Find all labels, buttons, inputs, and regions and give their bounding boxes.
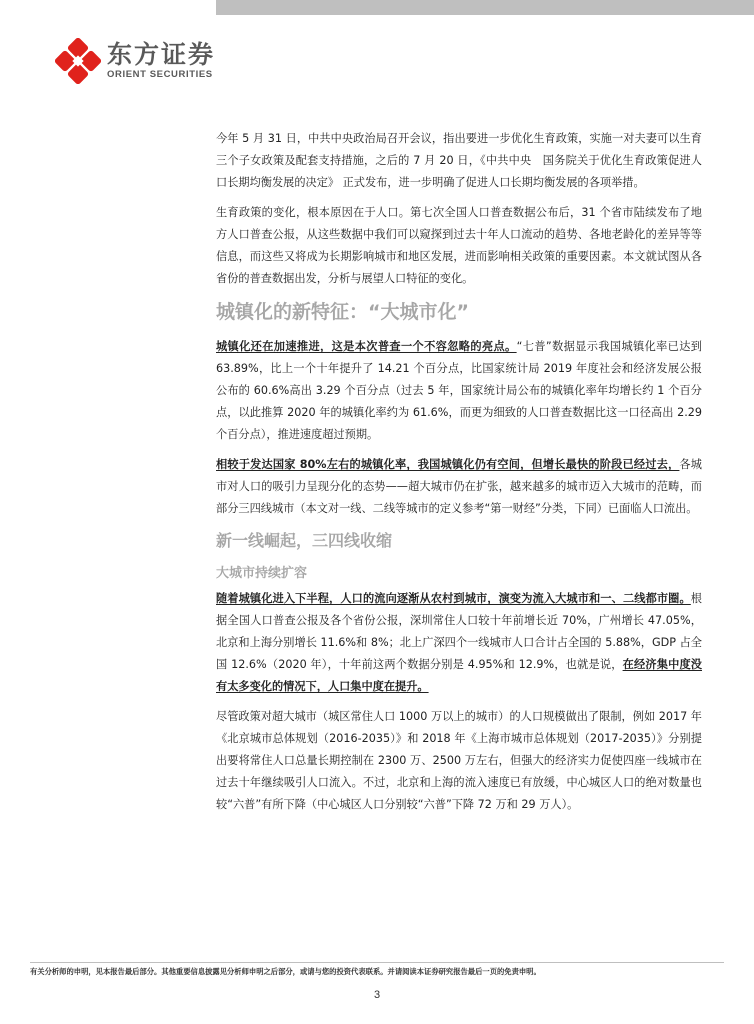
section-heading-new-tier1: 新一线崛起，三四线收缩 bbox=[216, 531, 393, 550]
footer-disclaimer: 有关分析师的申明，见本报告最后部分。其他重要信息披露见分析师申明之后部分，或请与您的投资代表联系。并请阅读本证券研究报告最后一页的免责申明。 bbox=[30, 967, 541, 976]
paragraph-urbanization-rate-text: “七普”数据显示我国城镇化率已达到 63.89%，比上一个十年提升了 14.21 个百分点，比国家统计局 2019 年度社会和经济发展公报公布的 60.6%高出 3.29 个百分点（过去 5 年，国家统计局公布的城镇化率年均增长约 1 个百分点，以此推算 2020 年的城镇化率约为 61.6%，而更为细致的人口普查数据比这一口径高出 2.29 个百分点），推进速度超过预期。 bbox=[216, 340, 702, 441]
highlight-population-flow: 随着城镇化进入下半程，人口的流向逐渐从农村到城市，演变为流入大城市和一、二线都市圈。 bbox=[216, 592, 691, 605]
subsection-heading-big-cities: 大城市持续扩容 bbox=[216, 566, 308, 581]
logo-name-en: ORIENT SECURITIES bbox=[107, 69, 213, 80]
paragraph-urbanization-rate bbox=[216, 336, 702, 446]
paragraph-megacity-policy: 尽管政策对超大城市（城区常住人口 1000 万以上的城市）的人口规模做出了限制，例如 2017 年《北京城市总体规划（2016-2035）》和 2018 年《上海市城市总体规划（2017-2035）》分别提出要将常住人口总量长期控制在 2300 万、2500 万左右，但强大的经济实力促使四座一线城市在过去十年继续吸引人口流入。不过，北京和上海的流入速度已有放缓，中心城区人口的绝对数量也较“六普”有所下降（中心城区人口分别较“六普”下降 72 万和 29 万人）。 bbox=[216, 710, 702, 811]
report-body bbox=[216, 128, 702, 824]
paragraph-city-divergence bbox=[216, 454, 702, 520]
header-bar bbox=[216, 0, 754, 15]
highlight-concentration: 在经济集中度没有太多变化的情况下，人口集中度在提升。 bbox=[216, 658, 702, 693]
section-heading-urbanization: 城镇化的新特征：“大城市化” bbox=[216, 301, 469, 323]
highlight-growth-phase: 相较于发达国家 80%左右的城镇化率，我国城镇化仍有空间，但增长最快的阶段已经过去， bbox=[216, 458, 680, 471]
paragraph-population-flow-text: 根据全国人口普查公报及各个省份公报，深圳常住人口较十年前增长近 70%，广州增长 47.05%，北京和上海分别增长 11.6%和 8%；北上广深四个一线城市人口合计占全国的 5.88%，GDP 占全国 12.6%（2020 年），十年前这两个数据分别是 4.95%和 12.9%，也就是说， bbox=[216, 592, 702, 671]
orient-securities-logo-icon bbox=[55, 38, 101, 84]
page-number: 3 bbox=[373, 989, 381, 1001]
paragraph-population-flow bbox=[216, 588, 702, 698]
footer-divider bbox=[30, 962, 724, 963]
logo-name-cn: 东方证券 bbox=[107, 40, 216, 69]
paragraph-census-intro: 生育政策的变化，根本原因在于人口。第七次全国人口普查数据公布后，31 个省市陆续发布了地方人口普查公报，从这些数据中我们可以窥探到过去十年人口流动的趋势、各地老龄化的差异等等信息，而这些又将成为长期影响城市和地区发展，进而影响相关政策的重要因素。本文就试图从各省份的普查数据出发，分析与展望人口特征的变化。 bbox=[216, 206, 702, 285]
paragraph-city-divergence-text: 各城市对人口的吸引力呈现分化的态势——超大城市仍在扩张，越来越多的城市迈入大城市的范畴，而部分三四线城市（本文对一线、二线等城市的定义参考“第一财经”分类，下同）已面临人口流出。 bbox=[216, 458, 702, 515]
paragraph-policy-intro: 今年 5 月 31 日，中共中央政治局召开会议，指出要进一步优化生育政策，实施一对夫妻可以生育三个子女政策及配套支持措施，之后的 7 月 20 日，《中共中央 国务院关于优化生育政策促进人口长期均衡发展的决定》 正式发布，进一步明确了促进人口长期均衡发展的各项举措。 bbox=[216, 132, 702, 189]
company-logo bbox=[55, 38, 215, 84]
highlight-urbanization: 城镇化还在加速推进，这是本次普查一个不容忽略的亮点。 bbox=[216, 340, 517, 353]
